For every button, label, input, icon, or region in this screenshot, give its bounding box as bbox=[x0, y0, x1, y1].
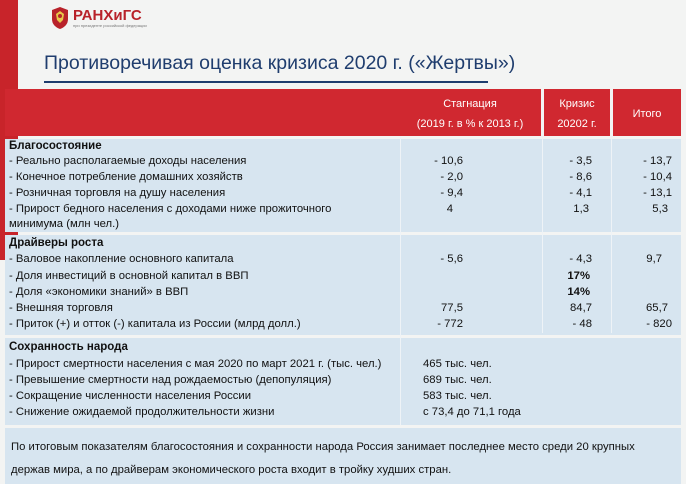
table-row: - Прирост смертности населения с мая 2020 по март 2021 г. (тыс. чел.) 465 тыс. чел. bbox=[9, 358, 492, 370]
header-crisis: Кризис 20202 г. bbox=[557, 98, 597, 130]
slide-title: Противоречивая оценка кризиса 2020 г. («Жертвы») bbox=[44, 52, 516, 74]
table-row: - Снижение ожидаемой продолжительности жизни с 73,4 до 71,1 года bbox=[9, 406, 521, 418]
header-total: Итого bbox=[632, 108, 662, 120]
table-row: - Доля «экономики знаний» в ВВП 14% bbox=[9, 286, 590, 298]
title-underline bbox=[44, 81, 488, 83]
section-title: Благосостояние bbox=[9, 140, 102, 152]
section-title: Драйверы роста bbox=[9, 237, 104, 249]
table-row: - Внешняя торговля 77,5 84,7 65,7 bbox=[9, 302, 668, 314]
logo-tagline: при президенте российской федерации bbox=[73, 23, 147, 28]
logo bbox=[50, 6, 153, 30]
table-row: - Превышение смертности над рождаемостью (депопуляция) 689 тыс. чел. bbox=[9, 374, 492, 386]
table-row: минимума (млн чел.) bbox=[9, 218, 120, 230]
section-title: Сохранность народа bbox=[9, 341, 128, 353]
summary-note-line1: По итоговым показателям благосостояния и сохранности народа Россия занимает последнее место среди 20 крупных bbox=[11, 441, 635, 453]
header-stagnation: Стагнация (2019 г. в % к 2013 г.) bbox=[416, 98, 524, 130]
summary-note-line2: держав мира, а по драйверам экономического роста входит в тройку худших стран. bbox=[11, 464, 452, 476]
table-row: - Прирост бедного населения с доходами ниже прожиточного 4 1,3 5,3 bbox=[9, 203, 668, 215]
table-row: - Розничная торговля на душу населения - 9,4 - 4,1 - 13,1 bbox=[9, 187, 672, 199]
emblem-icon bbox=[50, 6, 70, 30]
table-row: - Реально располагаемые доходы населения - 10,6 - 3,5 - 13,7 bbox=[9, 155, 672, 167]
table-row: - Приток (+) и отток (-) капитала из России (млрд долл.) - 772 - 48 - 820 bbox=[9, 318, 672, 330]
crisis-table bbox=[5, 89, 681, 484]
table-row: - Валовое накопление основного капитала - 5,6 - 4,3 9,7 bbox=[9, 253, 662, 265]
table-row: - Конечное потребление домашних хозяйств - 2,0 - 8,6 - 10,4 bbox=[9, 171, 672, 183]
logo-title: РАНХиГС bbox=[73, 7, 142, 24]
table-row: - Доля инвестиций в основной капитал в ВВП 17% bbox=[9, 270, 590, 282]
table-row: - Сокращение численности населения России 583 тыс. чел. bbox=[9, 390, 492, 402]
